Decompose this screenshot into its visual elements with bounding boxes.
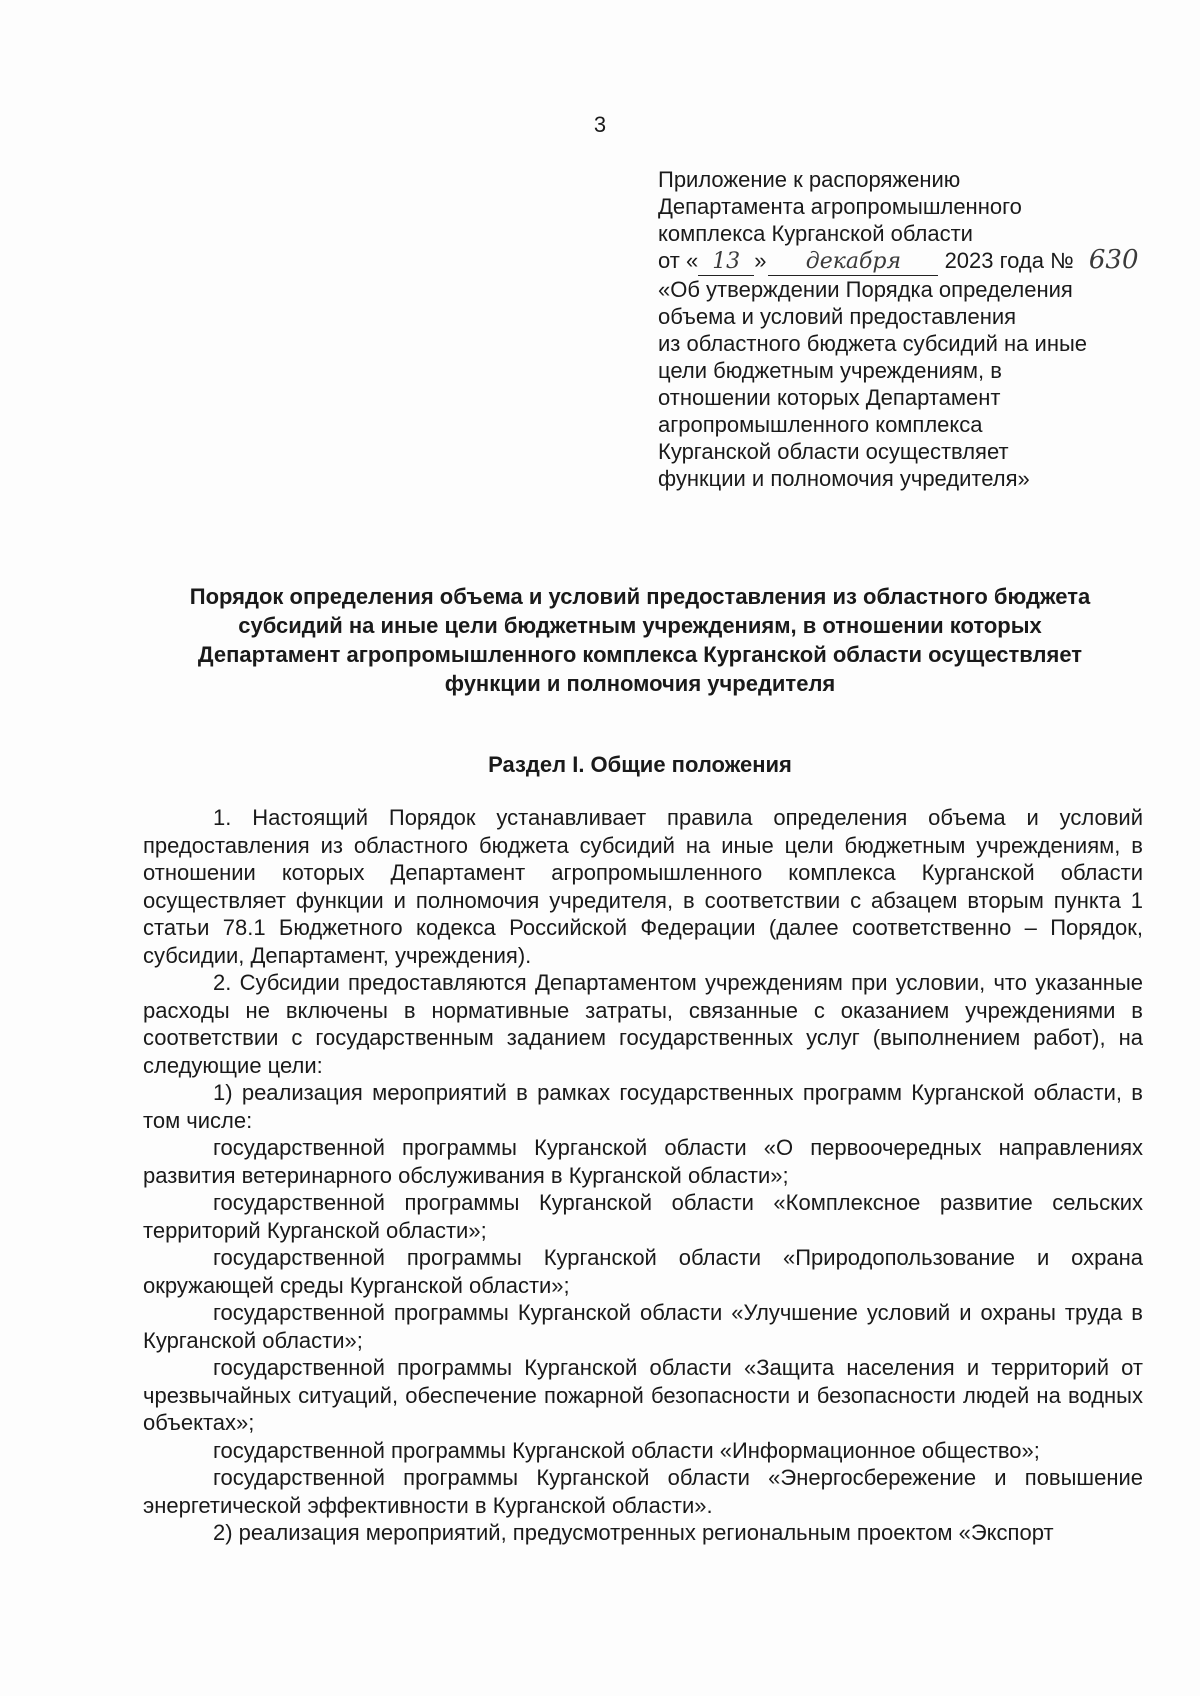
appendix-subject-line: объема и условий предоставления — [658, 304, 1017, 329]
paragraph: государственной программы Курганской области «О первоочередных направлениях развития ветеринарного обслуживания в Курганской области»; — [143, 1135, 1143, 1188]
date-prefix: от « — [658, 248, 699, 273]
appendix-subject-line: «Об утверждении Порядка определения — [658, 277, 1073, 302]
appendix-subject-line: функции и полномочия учредителя» — [658, 466, 1030, 491]
paragraph: 2. Субсидии предоставляются Департаментом учреждениям при условии, что указанные расходы не включены в нормативные затраты, связанные с оказанием учреждениями в соответствии с государственным заданием государственных услуг (выполнением работ), на следующие цели: — [143, 970, 1143, 1078]
appendix-subject-line: агропромышленного комплекса — [658, 412, 983, 437]
appendix-line: Приложение к распоряжению — [658, 167, 961, 192]
document-title-line: функции и полномочия учредителя — [444, 671, 836, 696]
handwritten-number: 630 — [1088, 245, 1139, 275]
paragraph: государственной программы Курганской области «Информационное общество»; — [213, 1437, 1040, 1463]
document-title-line: субсидий на иные цели бюджетным учреждениям, в отношении которых — [238, 613, 1042, 638]
paragraph: 1) реализация мероприятий в рамках государственных программ Курганской области, в том числе: — [143, 1080, 1143, 1133]
appendix-subject-line: Курганской области осуществляет — [658, 439, 1009, 464]
document-title-line: Департамент агропромышленного комплекса Курганской области осуществляет — [197, 642, 1083, 667]
document-title — [140, 582, 1140, 698]
appendix-block — [658, 166, 1178, 492]
appendix-date-line — [658, 247, 1178, 276]
paragraph: государственной программы Курганской области «Энергосбережение и повышение энергетической эффективности в Курганской области». — [143, 1465, 1143, 1518]
paragraph: государственной программы Курганской области «Защита населения и территорий от чрезвычайных ситуаций, обеспечение пожарной безопасности и безопасности людей на водных объектах»; — [143, 1355, 1143, 1435]
paragraph: 2) реализация мероприятий, предусмотренных региональным проектом «Экспорт — [213, 1520, 1054, 1545]
appendix-line: Департамента агропромышленного — [658, 194, 1022, 219]
appendix-subject-line: из областного бюджета субсидий на иные — [658, 331, 1088, 356]
paragraph: государственной программы Курганской области «Улучшение условий и охраны труда в Курганской области»; — [143, 1300, 1143, 1353]
date-mid: » — [754, 248, 767, 273]
document-body — [143, 804, 1143, 1547]
appendix-subject-line: отношении которых Департамент — [658, 385, 1001, 410]
document-title-line: Порядок определения объема и условий предоставления из областного бюджета — [189, 584, 1091, 609]
paragraph: 1. Настоящий Порядок устанавливает правила определения объема и условий предоставления из областного бюджета субсидий на иные цели бюджетным учреждениям, в отношении которых Департамент агропромышленного комплекса Курганской области осуществляет функции и полномочия учредителя, в соответствии с абзацем вторым пункта 1 статьи 78.1 Бюджетного кодекса Российской Федерации (далее соответственно – Порядок, субсидии, Департамент, учреждения). — [143, 805, 1143, 968]
section-title: Раздел I. Общие положения — [488, 752, 792, 777]
handwritten-month: декабря — [768, 248, 938, 276]
paragraph: государственной программы Курганской области «Природопользование и охрана окружающей среды Курганской области»; — [143, 1245, 1143, 1298]
appendix-line: комплекса Курганской области — [658, 221, 973, 246]
handwritten-day: 13 — [698, 248, 754, 276]
date-year: 2023 года № — [944, 248, 1074, 273]
page-number: 3 — [593, 112, 607, 137]
paragraph: государственной программы Курганской области «Комплексное развитие сельских территорий Курганской области»; — [143, 1190, 1143, 1243]
appendix-subject-line: цели бюджетным учреждениям, в — [658, 358, 1002, 383]
